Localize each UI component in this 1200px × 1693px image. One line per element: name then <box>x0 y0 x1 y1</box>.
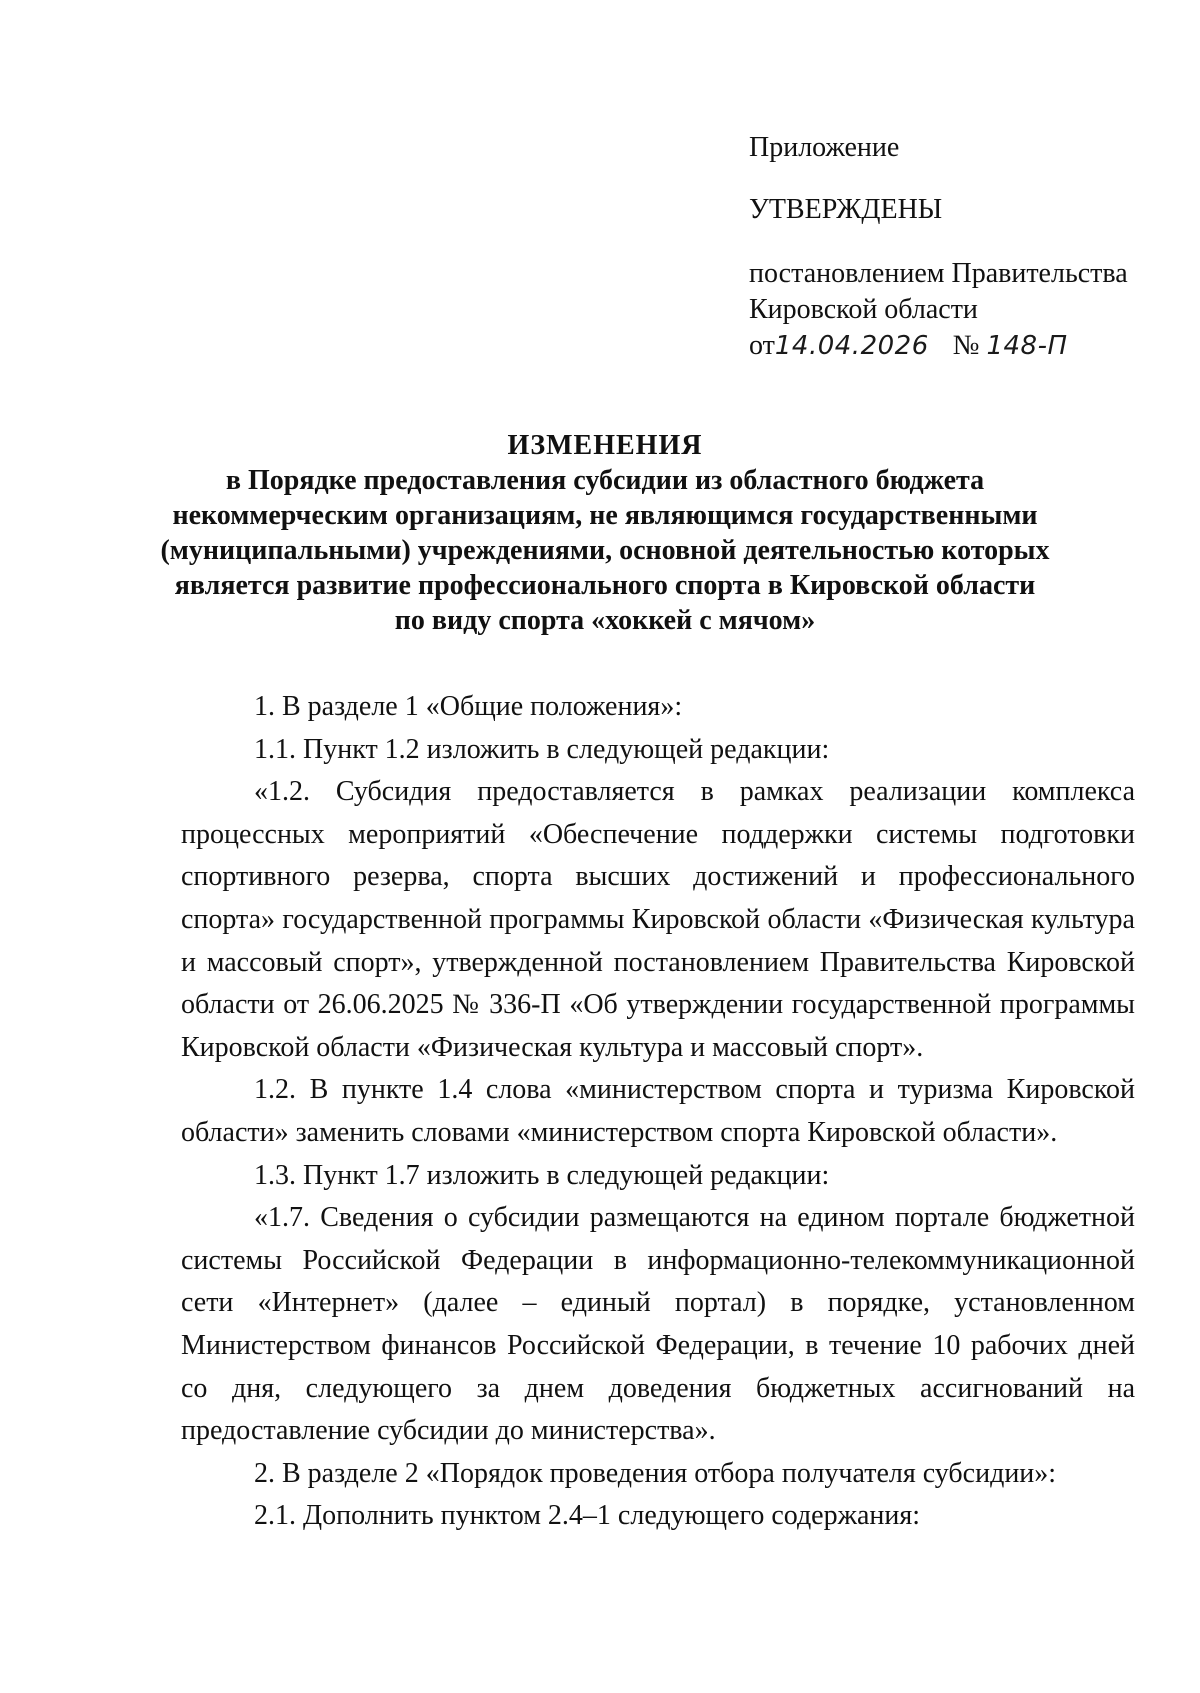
title-line: является развитие профессионального спорта в Кировской области <box>174 570 1036 601</box>
title-heading: ИЗМЕНЕНИЯ <box>507 430 703 461</box>
decree-line-1: постановлением Правительства <box>749 258 1128 289</box>
decree-date-number <box>749 328 1169 364</box>
paragraph: 2. В разделе 2 «Порядок проведения отбора получателя субсидии»: <box>254 1457 1057 1489</box>
document-title <box>150 428 1060 638</box>
paragraph: 1. В разделе 1 «Общие положения»: <box>254 691 683 722</box>
paragraph: «1.7. Сведения о субсидии размещаются на едином портале бюджетной системы Российской Федерации в информационно-телекоммуникационной сети «Интернет» (далее – единый портал) в порядке, установленном Министерством финансов Российской Федерации, в течение 10 рабочих дней со дня, следующего за днем доведения бюджетных ассигнований на предоставление субсидии до министерства». <box>181 1202 1135 1447</box>
paragraph: 1.3. Пункт 1.7 изложить в следующей редакции: <box>254 1159 830 1191</box>
paragraph: 1.2. В пункте 1.4 слова «министерством спорта и туризма Кировской области» заменить словами «министерством спорта Кировской области». <box>181 1074 1135 1148</box>
approved-label: УТВЕРЖДЕНЫ <box>749 194 943 225</box>
paragraph: 2.1. Дополнить пунктом 2.4–1 следующего содержания: <box>254 1500 921 1532</box>
title-line: в Порядке предоставления субсидии из областного бюджета <box>225 465 985 496</box>
number-prefix: № <box>952 330 980 361</box>
approval-header <box>749 130 1169 364</box>
paragraph: 1.1. Пункт 1.2 изложить в следующей редакции: <box>254 733 830 765</box>
title-line: некоммерческим организациям, не являющимся государственными <box>172 500 1038 531</box>
document-body <box>181 686 1135 1538</box>
date-prefix: от <box>749 330 775 361</box>
paragraph: «1.2. Субсидия предоставляется в рамках реализации комплекса процессных мероприятий «Обеспечение поддержки системы подготовки спортивного резерва, спорта высших достижений и профессионального спорта» государственной программы Кировской области «Физическая культура и массовый спорт», утвержденной постановлением Правительства Кировской области от 26.06.2025 № 336-П «Об утверждении государственной программы Кировской области «Физическая культура и массовый спорт». <box>181 776 1135 1063</box>
title-line: по виду спорта «хоккей с мячом» <box>394 605 816 636</box>
title-line: (муниципальными) учреждениями, основной деятельностью которых <box>160 535 1050 566</box>
decree-line-2: Кировской области <box>749 294 978 325</box>
appendix-label: Приложение <box>749 132 900 163</box>
handwritten-number: 148-П <box>986 331 1068 361</box>
handwritten-date: 14.04.2026 <box>774 331 929 361</box>
